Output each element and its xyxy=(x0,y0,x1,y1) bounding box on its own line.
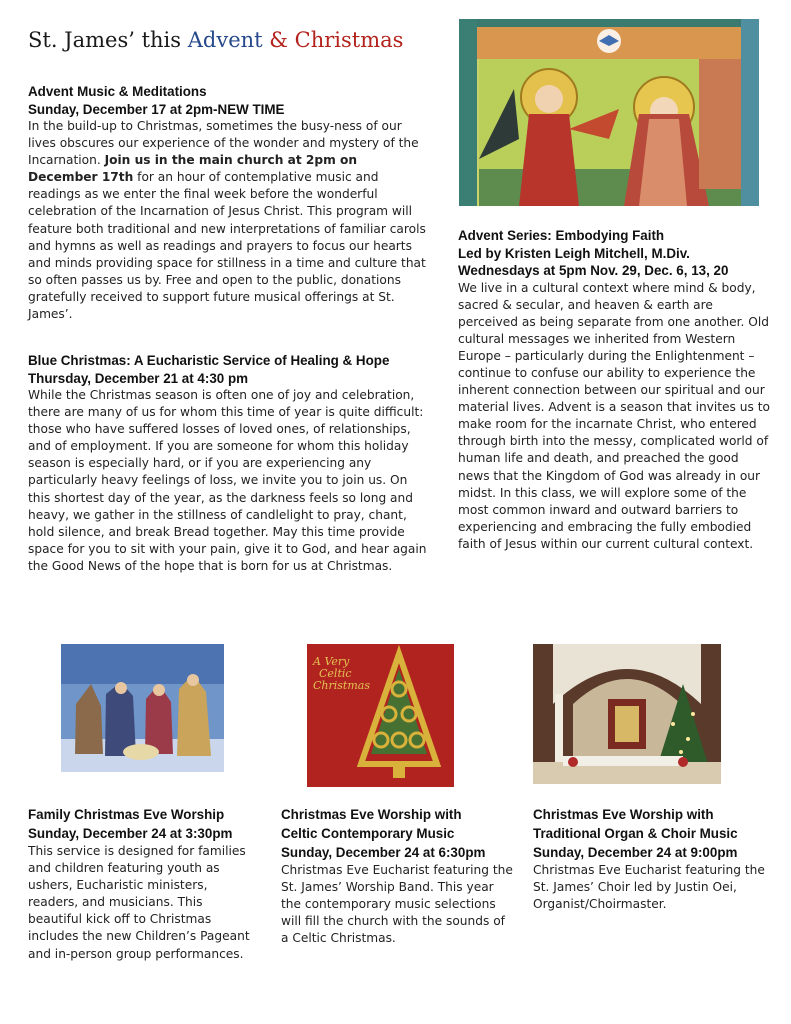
title-part-christmas: & Christmas xyxy=(269,28,404,52)
traditional-eve-heading: Christmas Eve Worship with xyxy=(533,807,714,822)
celtic-eve-body: Christmas Eve Eucharist featuring the St. James’ Worship Band. This year the contemporary music selections will fill the church with the sounds of a Celtic Christmas. xyxy=(281,863,513,946)
page-title xyxy=(28,28,403,52)
advent-music-body-bold: Join us in the main church at 2pm on December 17th xyxy=(28,153,358,185)
advent-series-body: We live in a cultural context where mind & body, sacred & secular, and heaven & earth are perceived as being separate from one another. Old cultural messages we inherited from Western Europe – particularly during the Enlightenment – continue to confuse our ability to experience the inherent connection between our spiritual and our material lives. Advent is a season that invites us to make room for the incarnate Christ, who entered through birth into the messy, complicated world of human life and death, and preached the good news that the Kingdom of God was already in our midst. In this class, we will explore some of the most common inward and outward barriers to experiencing and embracing the fully embodied faith of Jesus within our current cultural context. xyxy=(458,280,770,551)
church-interior-image xyxy=(533,644,721,784)
advent-music-section xyxy=(28,83,428,323)
traditional-eve-subheading: Traditional Organ & Choir Music xyxy=(533,826,738,841)
family-eve-section xyxy=(28,805,256,963)
celtic-christmas-image xyxy=(307,644,454,787)
advent-music-date: Sunday, December 17 at 2pm-NEW TIME xyxy=(28,101,285,117)
annunciation-image xyxy=(459,19,759,206)
traditional-eve-section xyxy=(533,805,773,913)
advent-music-body: In the build-up to Christmas, sometimes the busy-ness of our lives obscures our experience of the wonder and mystery of the Incarnation. Join us in the main church at 2pm on December 17th for an hour of contemplative music and readings as we enter the final week before the wonderful celebration of the Incarnation of Jesus Christ. This program will feature both traditional and new interpretations of familiar carols and hymns as well as readings and prayers to focus our hearts and minds providing space for stillness in a time and culture that so often passes us by. Free and open to the public, donations gratefully received to support future musical offerings at St. James’. xyxy=(28,119,426,322)
title-part-1: St. James’ this xyxy=(28,28,188,52)
celtic-eve-section xyxy=(281,805,513,947)
nativity-image xyxy=(61,644,224,772)
advent-series-heading: Advent Series: Embodying Faith xyxy=(458,228,665,243)
blue-christmas-heading: Blue Christmas: A Eucharistic Service of Healing & Hope xyxy=(28,353,390,368)
family-eve-body: This service is designed for families and children featuring youth as ushers, Eucharistic ministers, readers, and musicians. This beautiful kick off to Christmas includes the new Children’s Pageant and in-person group performances. xyxy=(28,844,250,961)
celtic-eve-subheading: Celtic Contemporary Music xyxy=(281,826,455,841)
celtic-eve-heading: Christmas Eve Worship with xyxy=(281,807,462,822)
advent-music-heading: Advent Music & Meditations xyxy=(28,84,207,99)
title-part-advent: Advent xyxy=(187,28,270,52)
family-eve-heading: Family Christmas Eve Worship xyxy=(28,807,225,822)
celtic-eve-date: Sunday, December 24 at 6:30pm xyxy=(281,845,486,860)
family-eve-date: Sunday, December 24 at 3:30pm xyxy=(28,826,233,841)
advent-series-schedule: Wednesdays at 5pm Nov. 29, Dec. 6, 13, 20 xyxy=(458,263,729,278)
blue-christmas-date: Thursday, December 21 at 4:30 pm xyxy=(28,370,249,386)
traditional-eve-date: Sunday, December 24 at 9:00pm xyxy=(533,845,738,860)
blue-christmas-section xyxy=(28,352,428,575)
advent-series-section xyxy=(458,227,773,553)
traditional-eve-body: Christmas Eve Eucharist featuring the St. James’ Choir led by Justin Oei, Organist/Choirmaster. xyxy=(533,863,765,912)
celtic-card-line-1: A Very xyxy=(313,655,350,668)
blue-christmas-body: While the Christmas season is often one of joy and celebration, there are many of us for whom this time of year is quite difficult: those who have suffered losses of loved ones, of relationships, and of employment. If you are someone for whom this holiday season is especially hard, or if you are experiencing any particularly heavy feelings of loss, we invite you to join us. On this shortest day of the year, as the darkness feels so long and heavy, we gather in the stillness of candlelight to pray, chant, hold silence, and break Bread together. May this time provide space for you to sit with your pain, give it to God, and hear again the Good News of the hope that is born for us at Christmas. xyxy=(28,388,427,573)
advent-series-leader: Led by Kristen Leigh Mitchell, M.Div. xyxy=(458,245,690,261)
celtic-card-line-3: Christmas xyxy=(313,679,370,692)
celtic-card-line-2: Celtic xyxy=(319,667,352,680)
